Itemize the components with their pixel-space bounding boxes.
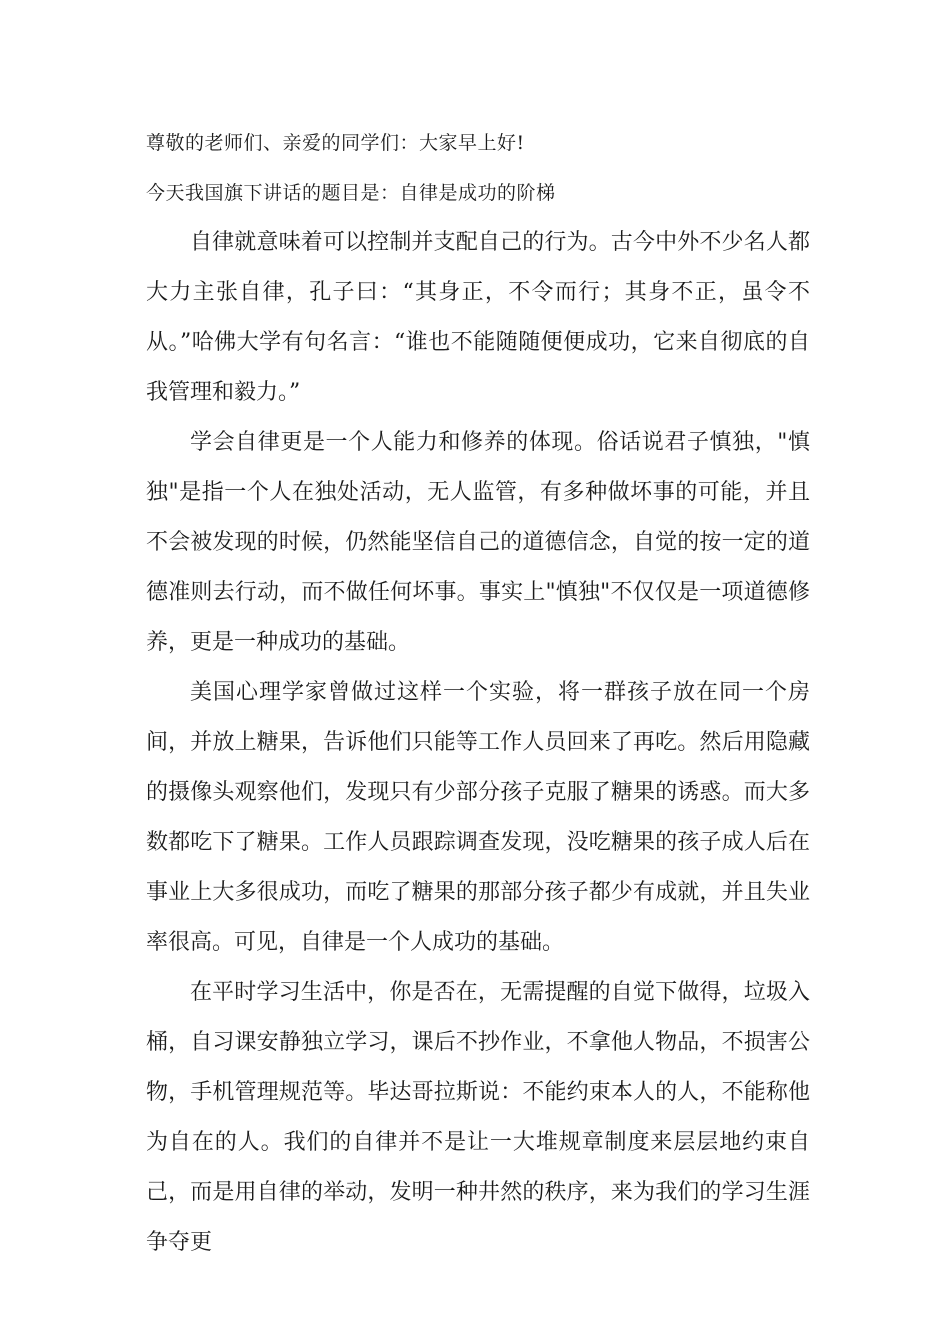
paragraph-candy-experiment: 美国心理学家曾做过这样一个实验，将一群孩子放在同一个房间，并放上糖果，告诉他们只能等工作人员回来了再吃。然后用隐藏的摄像头观察他们，发现只有少部分孩子克服了糖果的诱惑。而大多数都吃下了糖果。工作人员跟踪调查发现，没吃糖果的孩子成人后在事业上大多很成功，而吃了糖果的那部分孩子都少有成就，并且失业率很高。可见，自律是一个人成功的基础。 [146,680,810,955]
paragraph-self-discipline-definition: 自律就意味着可以控制并支配自己的行为。古今中外不少名人都大力主张自律，孔子曰：“其身正，不令而行；其身不正，虽令不从。”哈佛大学有句名言：“谁也不能随随便便成功，它来自彻底的自我管理和毅力。” [146,230,810,405]
paragraph-shendu: 学会自律更是一个人能力和修养的体现。俗话说君子慎独，"慎独"是指一个人在独处活动，无人监管，有多种做坏事的可能，并且不会被发现的时候，仍然能坚信自己的道德信念，自觉的按一定的道德准则去行动，而不做任何坏事。事实上"慎独"不仅仅是一项道德修养，更是一种成功的基础。 [146,430,810,655]
paragraph-daily-life: 在平时学习生活中，你是否在，无需提醒的自觉下做得，垃圾入桶，自习课安静独立学习，课后不抄作业，不拿他人物品，不损害公物，手机管理规范等。毕达哥拉斯说：不能约束本人的人，不能称他为自在的人。我们的自律并不是让一大堆规章制度来层层地约束自己，而是用自律的举动，发明一种井然的秩序，来为我们的学习生涯争夺更 [146,980,810,1255]
speech-topic-line: 今天我国旗下讲话的题目是：自律是成功的阶梯 [146,182,556,204]
greeting-line: 尊敬的老师们、亲爱的同学们：大家早上好! [146,132,525,154]
speech-body [146,218,810,1268]
